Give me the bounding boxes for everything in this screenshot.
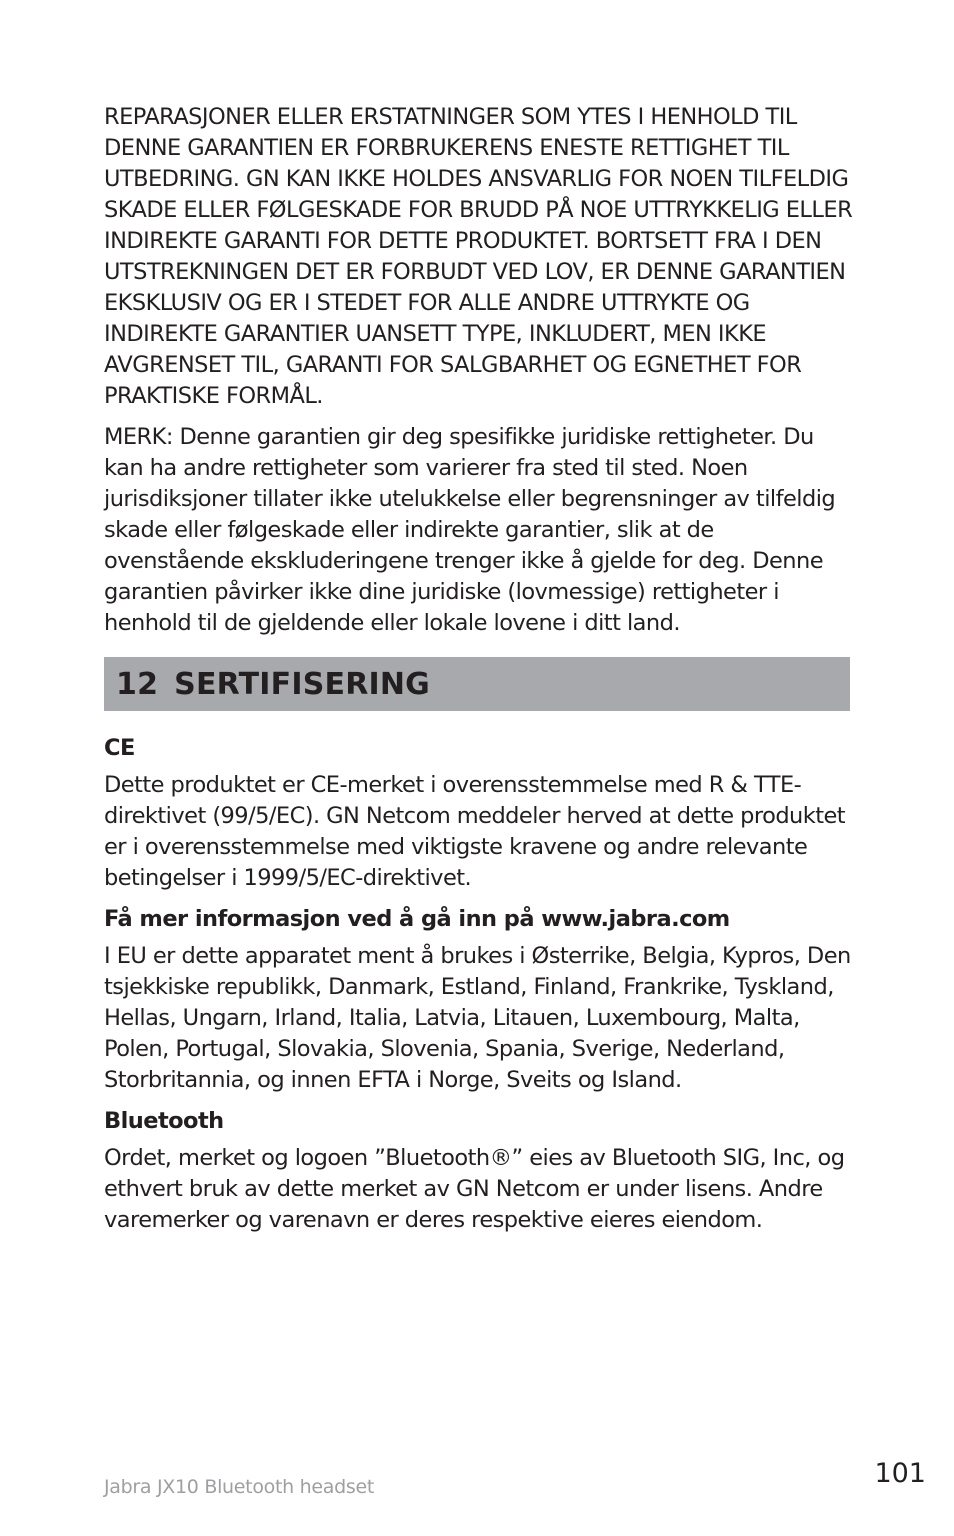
warranty-disclaimer-paragraph: REPARASJONER ELLER ERSTATNINGER SOM YTES I HENHOLD TIL DENNE GARANTIEN ER FORBRUKERENS ENESTE RETTIGHET TIL UTBEDRING. GN KAN IKKE HOLDES ANSVARLIG FOR NOEN TILFELDIG SKADE ELLER FØLGESKADE FOR BRUDD PÅ NOE UTTRYKKELIG ELLER INDIREKTE GARANTI FOR DETTE PRODUKTET. BORTSETT FRA I DEN UTSTREKNINGEN DET ER FORBUDT VED LOV, ER DENNE GARANTIEN EKSKLUSIV OG ER I STEDET FOR ALLE ANDRE UTTRYKTE OG INDIREKTE GARANTIER UANSETT TYPE, INKLUDERT, MEN IKKE AVGRENSET TIL, GARANTI FOR SALGBARHET OG EGNETHET FOR PRAKTISKE FORMÅL. xyxy=(104,104,853,409)
section-header-bar xyxy=(104,657,850,711)
section-number: 12 xyxy=(116,666,159,702)
section-title-text: SERTIFISERING xyxy=(174,666,430,702)
ce-paragraph: Dette produktet er CE-merket i overensstemmelse med R & TTE-direktivet (99/5/EC). GN Netcom meddeler herved at dette produktet er i overensstemmelse med viktigste kravene og andre relevante betingelser i 1999/5/EC-direktivet. xyxy=(104,772,846,891)
page-content xyxy=(104,102,854,1246)
footer-product-name: Jabra JX10 Bluetooth headset xyxy=(104,1476,374,1498)
bluetooth-paragraph: Ordet, merket og logoen ”Bluetooth®” eies av Bluetooth SIG, Inc, og ethvert bruk av dette merket av GN Netcom er under lisens. Andre varemerker og varenavn er deres respektive eieres eiendom. xyxy=(104,1145,845,1233)
eu-countries-paragraph: I EU er dette apparatet ment å brukes i Østerrike, Belgia, Kypros, Den tsjekkiske republikk, Danmark, Estland, Finland, Frankrike, Tyskland, Hellas, Ungarn, Irland, Italia, Latvia, Litauen, Luxembourg, Malta, Polen, Portugal, Slovakia, Slovenia, Spania, Sverige, Nederland, Storbritannia, og innen EFTA i Norge, Sveits og Island. xyxy=(104,943,851,1093)
ce-heading: CE xyxy=(104,735,135,761)
bluetooth-heading: Bluetooth xyxy=(104,1108,224,1134)
merk-paragraph: MERK: Denne garantien gir deg spesifikke juridiske rettigheter. Du kan ha andre rettigheter som varierer fra sted til sted. Noen jurisdiksjoner tillater ikke utelukkelse eller begrensninger av tilfeldig skade eller følgeskade eller indirekte garantier, slik at de ovenstående ekskluderingene trenger ikke å gjelde for deg. Denne garantien påvirker ikke dine juridiske (lovmessige) rettigheter i henhold til de gjeldende eller lokale lovene i ditt land. xyxy=(104,424,836,636)
page-number: 101 xyxy=(874,1458,926,1489)
info-heading: Få mer informasjon ved å gå inn på www.jabra.com xyxy=(104,906,730,932)
section-title xyxy=(116,666,430,702)
